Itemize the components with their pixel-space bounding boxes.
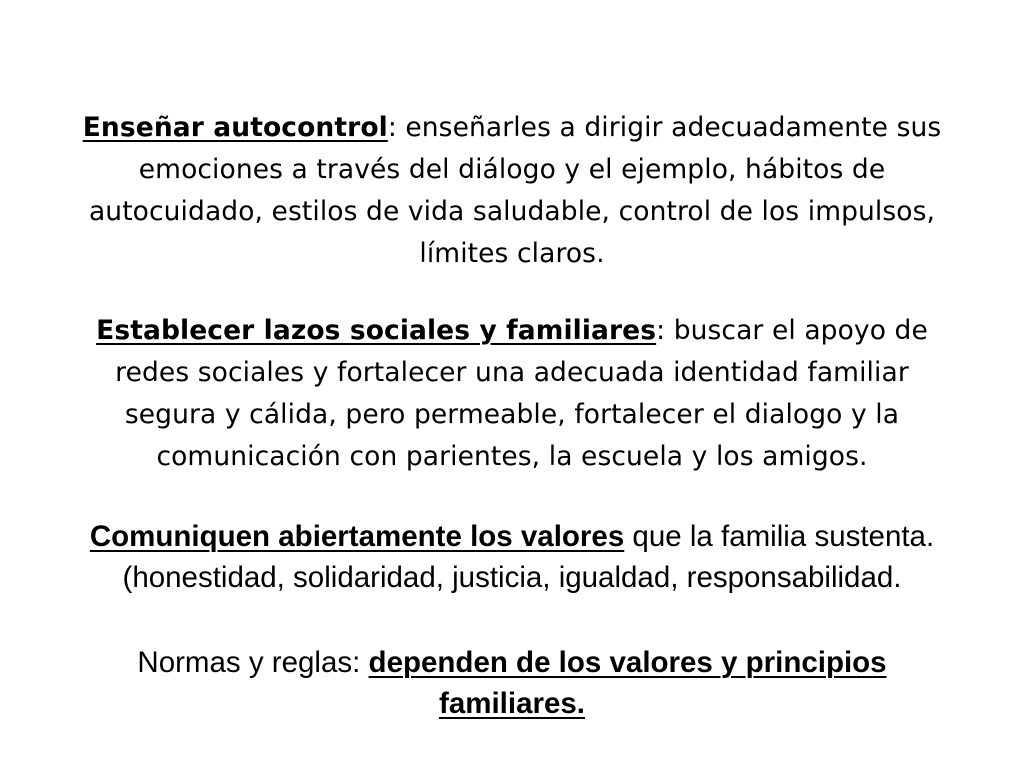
paragraph-lazos xyxy=(70,310,954,478)
paragraph-normas xyxy=(70,642,954,724)
body-autocontrol: enseñarles a dirigir adecuadamente sus emociones a través del diálogo y el ejemplo, hábitos de autocuidado, estilos de vida saludable, control de los impulsos, límites claros. xyxy=(88,112,942,269)
body-lazos: buscar el apoyo de redes sociales y fortalecer una adecuada identidad familiar segura y cálida, pero permeable, fortalecer el dialogo y la comunicación con parientes, la escuela y los amigos. xyxy=(115,315,928,472)
paragraph-autocontrol xyxy=(70,107,954,275)
separator-lazos: : xyxy=(656,315,666,346)
heading-lazos: Establecer lazos sociales y familiares xyxy=(96,315,657,346)
separator-autocontrol: : xyxy=(387,112,397,143)
heading-valores: Comuniquen abiertamente los valores xyxy=(89,520,625,553)
paragraph-valores xyxy=(70,516,954,598)
heading-autocontrol: Enseñar autocontrol xyxy=(82,112,388,143)
lead-normas: Normas y reglas: xyxy=(137,646,369,679)
heading-normas: dependen de los valores y principios familiares. xyxy=(368,646,887,720)
body-valores: que la familia sustenta.(honestidad, solidaridad, justicia, igualdad, responsabilidad. xyxy=(122,520,935,594)
